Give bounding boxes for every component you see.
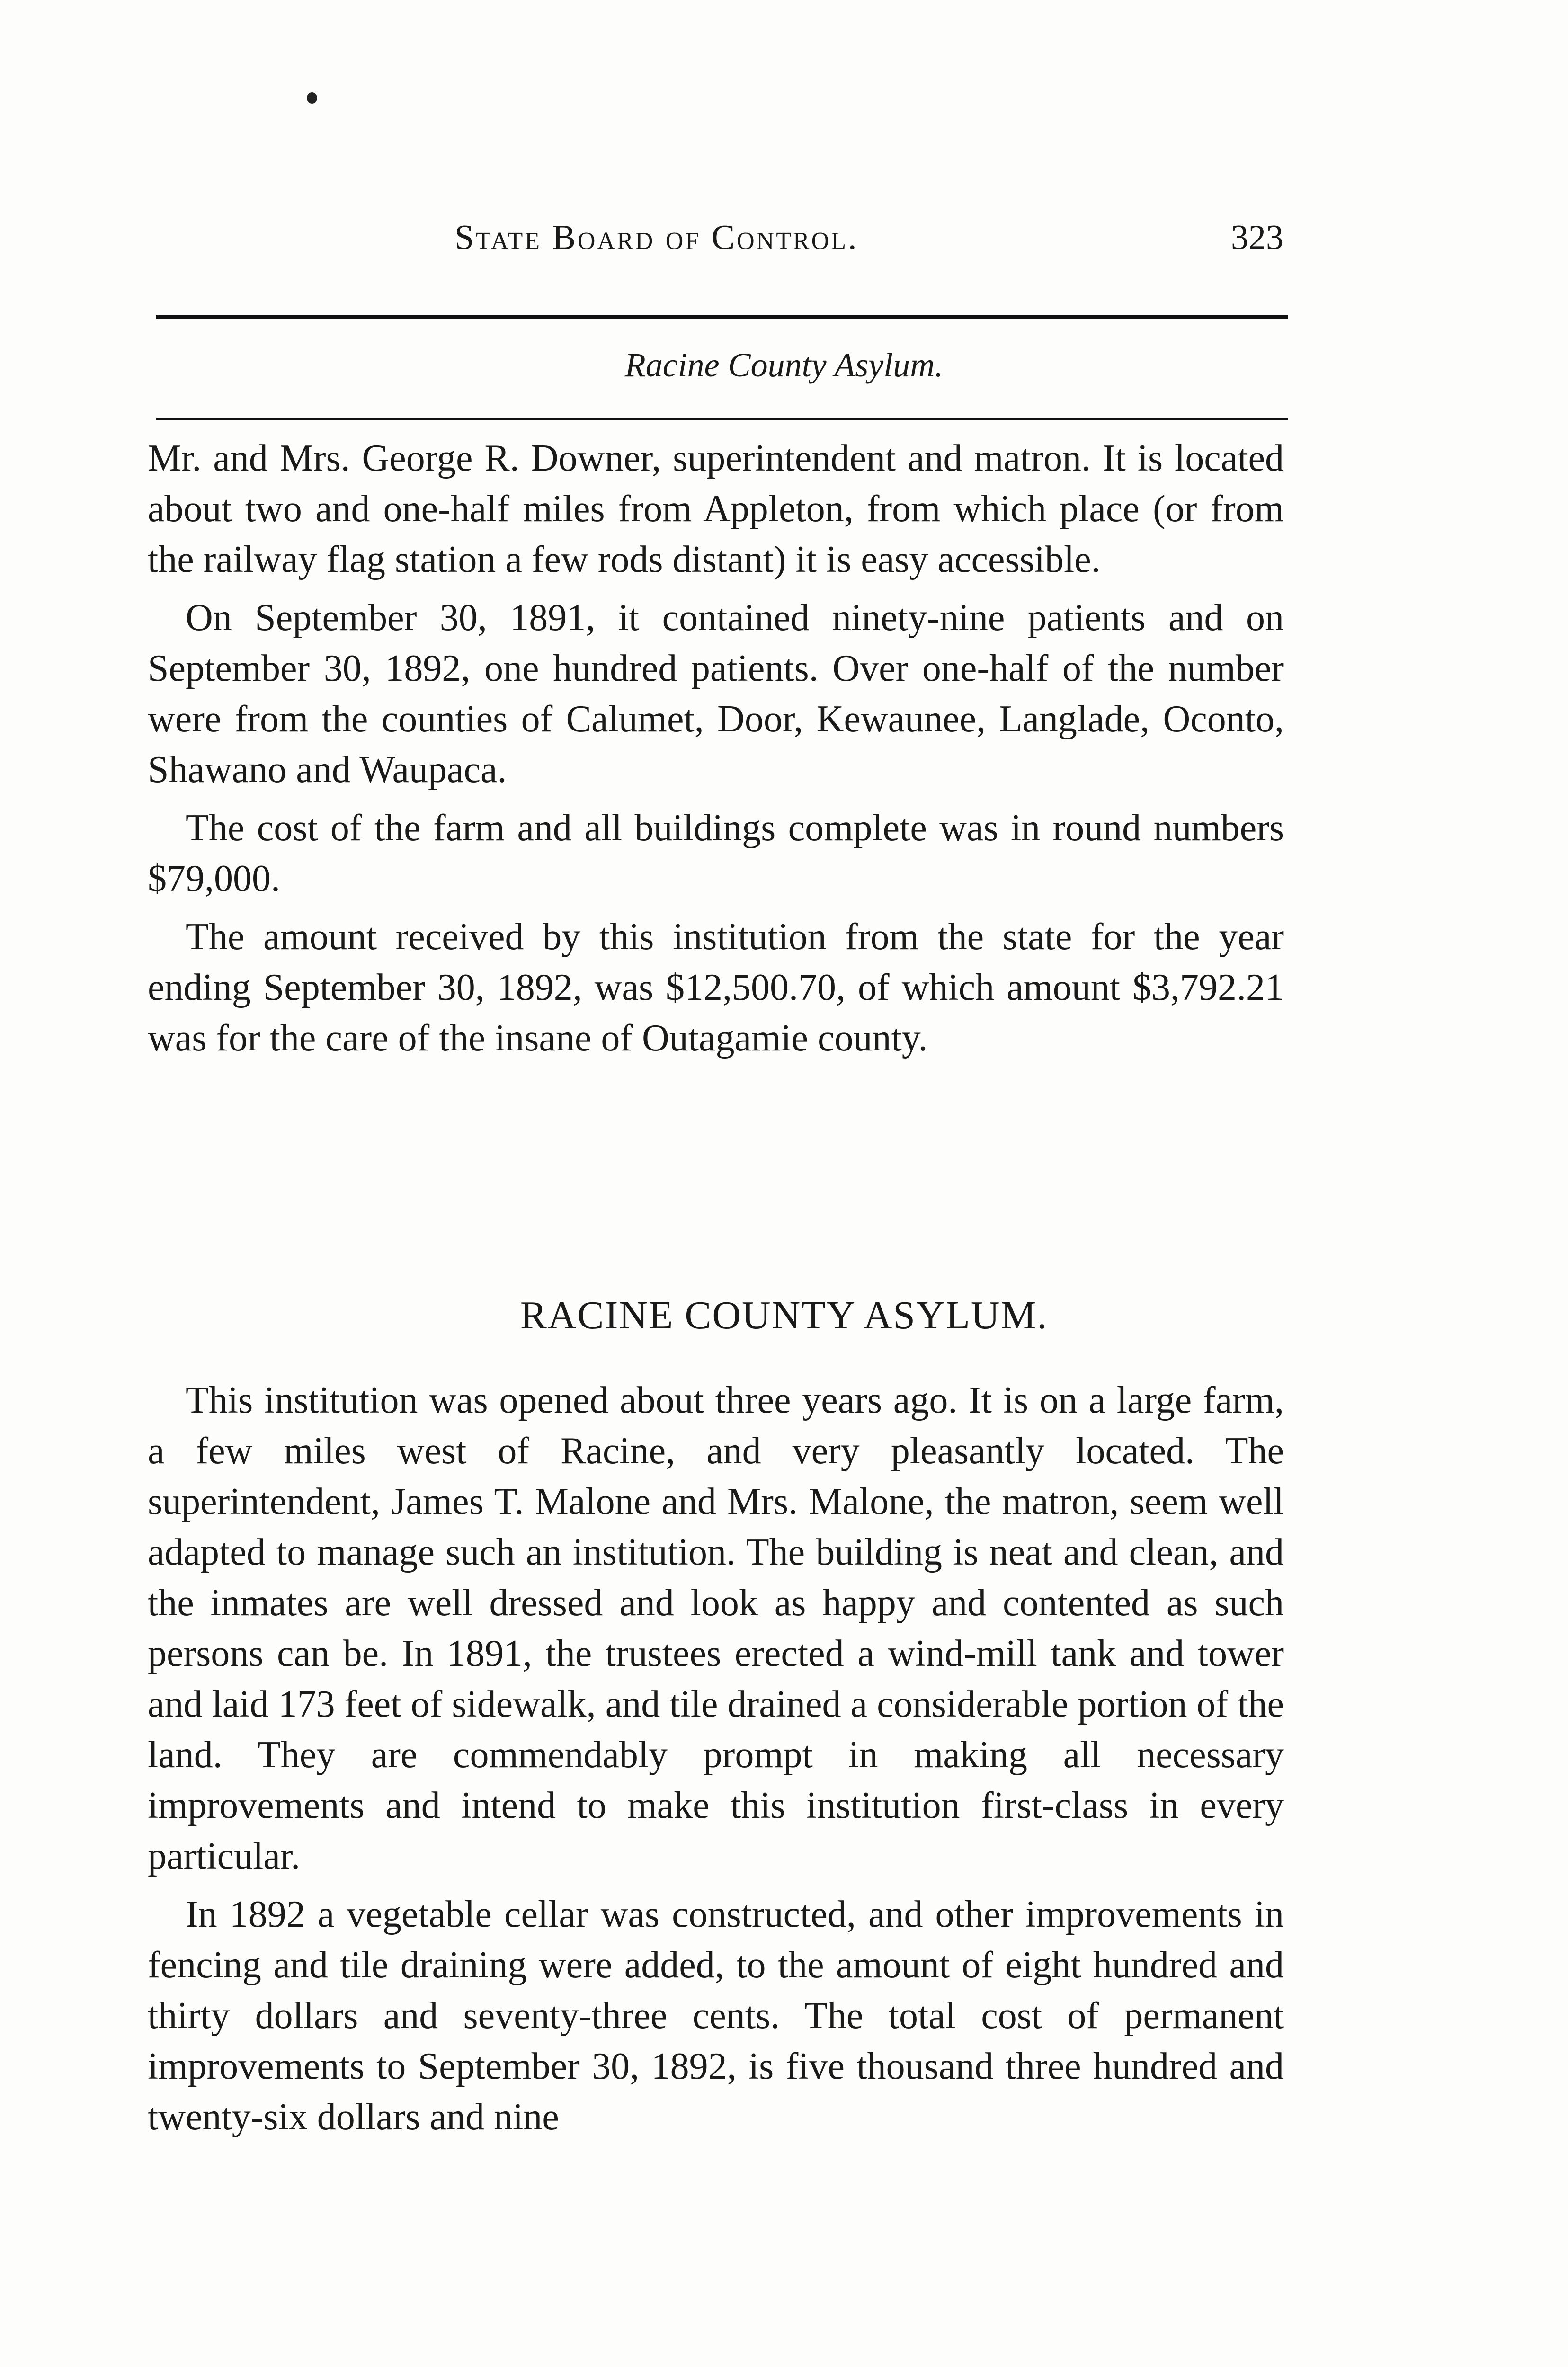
paragraph: This institution was opened about three years ago. It is on a large farm, a few miles west of Racine, and very pleasantly located. The superintendent, James T. Malone and Mrs. Malone, the matron, seem well adapted to manage such an institution. The building is neat and clean, and the inmates are well dressed and look as happy and contented as such persons can be. In 1891, the trustees erected a wind-mill tank and tower and laid 173 feet of sidewalk, and tile drained a considerable portion of the land. They are commendably prompt in making all necessary improvements and intend to make this institution first-class in every particular. (148, 1379, 1284, 1877)
paragraph: In 1892 a vegetable cellar was constructed, and other improvements in fencing and tile draining were added, to the amount of eight hundred and thirty dollars and seventy-three cents. The total cost of permanent improvements to September 30, 1892, is five thousand three hundred and twenty-six dollars and nine (148, 1894, 1284, 2138)
section-text (148, 1375, 1284, 2150)
section-title: RACINE COUNTY ASYLUM. (520, 1293, 1048, 1337)
page-number: 323 (1231, 218, 1283, 257)
header-rule-bottom (156, 418, 1288, 420)
paragraph: The cost of the farm and all buildings complete was in round numbers $79,000. (148, 807, 1284, 899)
running-head: State Board of Control. (454, 218, 859, 257)
paragraph: On September 30, 1891, it contained ninety-nine patients and on September 30, 1892, one hundred patients. Over one-half of the number were from the counties of Calumet, Door, Kewaunee, Langlade, Oconto, Shawano and Waupaca. (148, 597, 1284, 791)
ink-speck (307, 92, 317, 104)
section-caption: Racine County Asylum. (624, 346, 944, 384)
paragraph: Mr. and Mrs. George R. Downer, superintendent and matron. It is located about two and one-half miles from Appleton, from whiсh place (or from the railway flag station a few rods distant) it is easy accessible. (148, 437, 1284, 580)
header-rule-top (156, 315, 1288, 319)
continued-text (148, 433, 1284, 1071)
paragraph: The amount received by this institution from the state for the year ending September 30, 1892, was $12,500.70, of which amount $3,792.21 was for the care of the insane of Outagamie county. (148, 916, 1284, 1059)
